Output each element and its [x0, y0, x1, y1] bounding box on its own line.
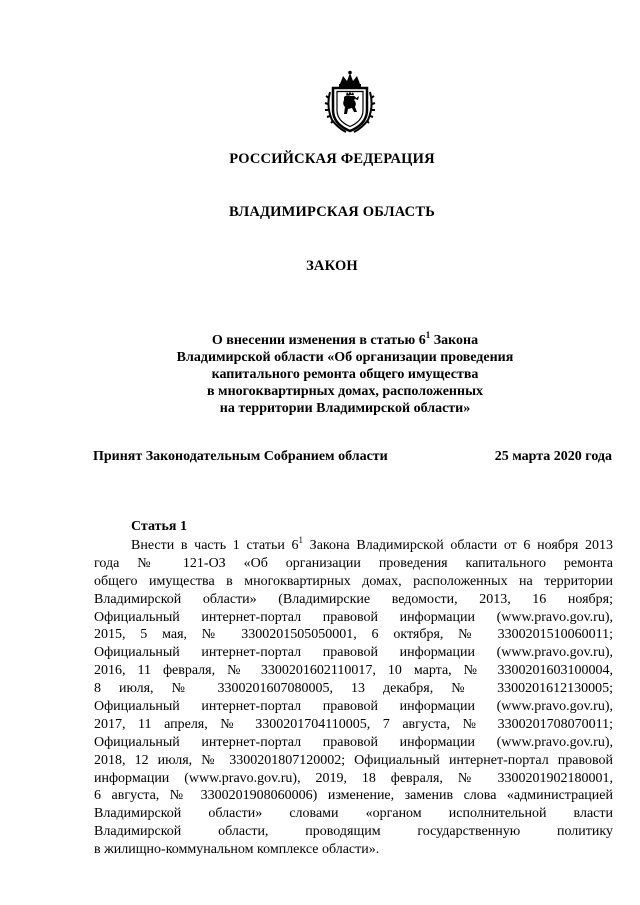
body-line [94, 537, 613, 555]
adoption-date: 25 марта 2020 года [494, 449, 612, 464]
article-heading: Статья 1 [131, 519, 187, 534]
body-line: 8 июля, № 3300201607080005, 13 декабря, № 3300201612130005; [94, 681, 613, 697]
article-body [94, 537, 613, 859]
body-line: Официальный интернет-портал правовой информации (www.pravo.gov.ru), [94, 609, 613, 625]
body-line: Официальный интернет-портал правовой информации (www.pravo.gov.ru), [94, 734, 613, 750]
document-type-heading: ЗАКОН [306, 258, 358, 274]
body-text-segment: Внести в часть 1 статьи 6 [131, 538, 299, 553]
body-line: 2017, 11 апреля, № 3300201704110005, 7 августа, № 3300201708070011; [94, 716, 613, 732]
body-line: 2016, 11 февраля, № 3300201602110017, 10 марта, № 3300201603100004, [94, 663, 613, 679]
law-title-line: капитального ремонта общего имущества [211, 367, 479, 382]
body-line: общего имущества в многоквартирных домах, расположенных на территории [94, 573, 613, 589]
body-line: года № 121-ОЗ «Об организации проведения капитального ремонта [94, 555, 613, 571]
body-line: Владимирской области» словами «органом исполнительной власти [94, 806, 613, 822]
region-heading: ВЛАДИМИРСКАЯ ОБЛАСТЬ [229, 204, 435, 220]
body-line: Официальный интернет-портал правовой информации (www.pravo.gov.ru), [94, 645, 613, 661]
superscript: 1 [425, 330, 431, 340]
law-title-line: на территории Владимирской области» [219, 401, 471, 416]
law-title-line [135, 332, 555, 349]
body-line: 6 августа, № 3300201908060006) изменение, заменив слова «администрацией [94, 788, 613, 804]
body-text-segment: Закона Владимирской области от 6 ноября 2013 [303, 538, 613, 553]
body-line: Официальный интернет-портал правовой информации (www.pravo.gov.ru), [94, 699, 613, 715]
body-line: 2015, 5 мая, № 3300201505050001, 6 октября, № 3300201510060011; [94, 627, 613, 643]
country-heading: РОССИЙСКАЯ ФЕДЕРАЦИЯ [229, 151, 435, 167]
body-line: информации (www.pravo.gov.ru), 2019, 18 февраля, № 3300201902180001, [94, 770, 613, 786]
law-title-text: О внесении изменения в статью 6 [211, 333, 426, 348]
law-title [135, 332, 555, 417]
superscript: 1 [298, 535, 304, 545]
body-line: 2018, 12 июля, № 3300201807120002; Официальный интернет-портал правовой [94, 752, 613, 768]
law-title-line: Владимирской области «Об организации проведения [176, 350, 514, 365]
body-line: Владимирской области» (Владимирские ведомости, 2013, 16 ноября; [94, 591, 613, 607]
law-title-text: Закона [430, 333, 479, 348]
law-title-line: в многоквартирных домах, расположенных [206, 384, 483, 399]
body-line: Владимирской области, проводящим государственную политику [94, 824, 613, 840]
coat-of-arms-icon [324, 70, 376, 134]
body-line: в жилищно-коммунальном комплексе области». [94, 842, 380, 858]
adopted-by-text: Принят Законодательным Собранием области [93, 449, 388, 464]
